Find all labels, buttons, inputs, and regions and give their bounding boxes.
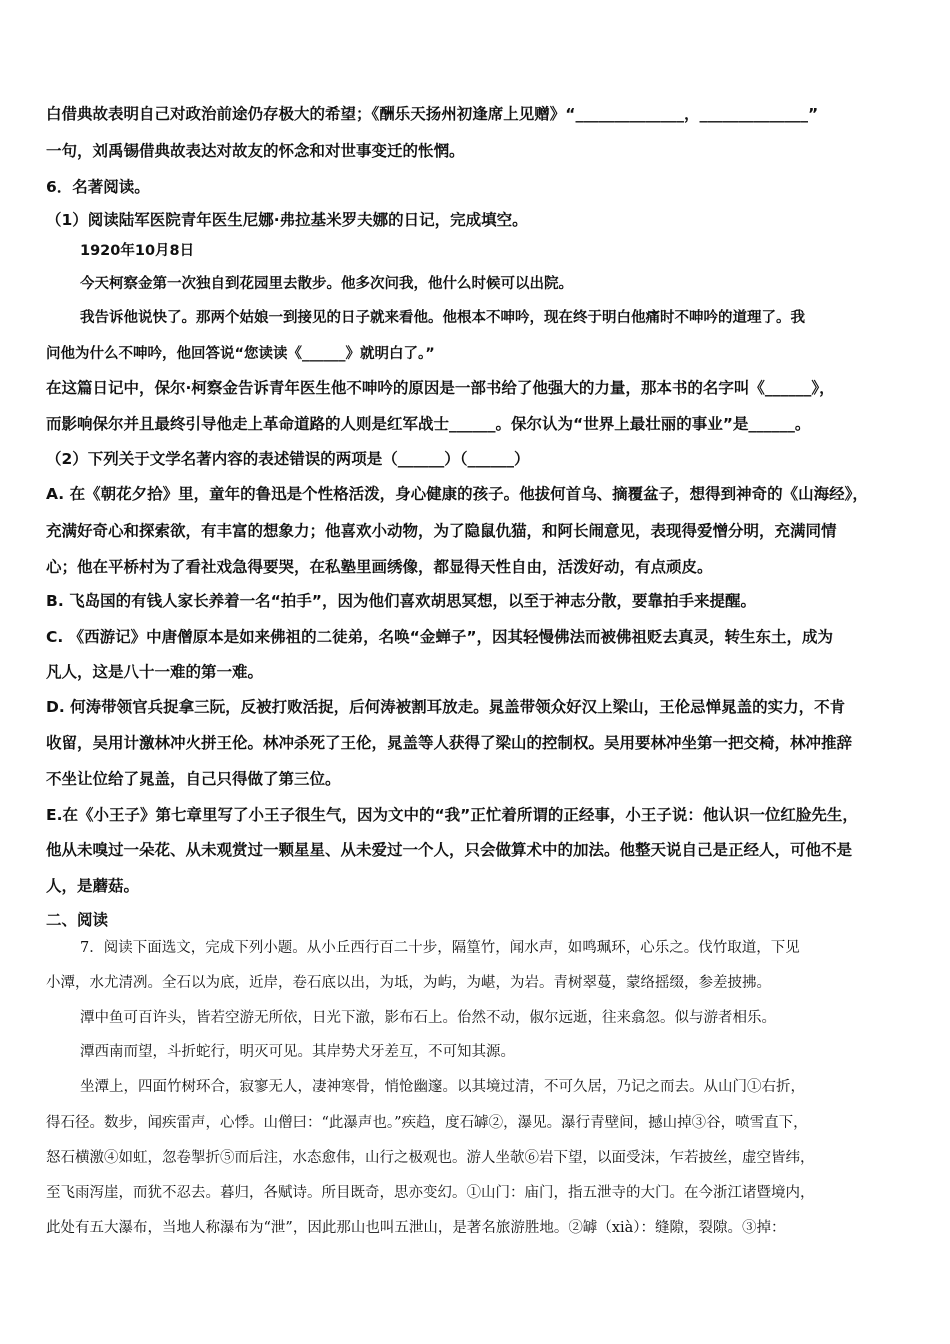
diary-text-line: 今天柯察金第一次独自到花园里去散步。他多次问我，他什么时候可以出院。 xyxy=(80,276,573,292)
text-line: 一句，刘禹锡借典故表达对故友的怀念和对世事变迁的怅惘。 xyxy=(46,142,465,160)
passage-line: 至飞雨泻崖，而犹不忍去。暮归，各赋诗。所目既奇，思亦变幻。①山门：庙门，指五泄寺的大门。在今浙江诸暨境内， xyxy=(46,1185,815,1201)
section-heading: 二、阅读 xyxy=(46,911,109,929)
option-b-line: B. 飞岛国的有钱人家长养着一名“拍手”，因为他们喜欢胡思冥想，以至于神志分散，要靠拍手来提醒。 xyxy=(46,592,756,610)
option-e-line: 人，是蘑菇。 xyxy=(46,877,140,895)
diary-text-line: 问他为什么不呻吟，他回答说“您读读《______》就明白了。” xyxy=(46,346,435,362)
passage-line: 得石径。数步，闻疾雷声，心悸。山僧曰：“此瀑声也。”疾趋，度石罅②，瀑见。瀑行青壁间，撼山掉③谷，喷雪直下， xyxy=(46,1115,808,1131)
option-c-line: 凡人，这是八十一难的第一难。 xyxy=(46,663,264,681)
option-c-line: C. 《西游记》中唐僧原本是如来佛祖的二徒弟，名唤“金蝉子”，因其轻慢佛法而被佛祖贬去真灵，转生东土，成为 xyxy=(46,628,834,646)
diary-text-line: 我告诉他说快了。那两个姑娘一到接见的日子就来看他。他根本不呻吟，现在终于明白他痛时不呻吟的道理了。我 xyxy=(80,310,805,326)
text-line: （1）阅读陆军医院青年医生尼娜·弗拉基米罗夫娜的日记，完成填空。 xyxy=(46,211,528,229)
option-e-line: 他从未嗅过一朵花、从未观赏过一颗星星、从未爱过一个人，只会做算术中的加法。他整天说自己是正经人，可他不是 xyxy=(46,841,853,859)
passage-line: 潭西南而望，斗折蛇行，明灭可见。其岸势犬牙差互，不可知其源。 xyxy=(80,1044,515,1060)
option-a-line: 心；他在平桥村为了看社戏急得要哭，在私塾里画绣像，都显得天性自由，活泼好动，有点顽皮。 xyxy=(46,558,713,576)
option-a-line: A. 在《朝花夕拾》里，童年的鲁迅是个性格活泼，身心健康的孩子。他拔何首乌、摘覆盆子，想得到神奇的《山海经》， xyxy=(46,485,868,503)
option-d-line: 不坐让位给了晁盖，自己只得做了第三位。 xyxy=(46,770,341,788)
text-line: 在这篇日记中，保尔·柯察金告诉青年医生他不呻吟的原因是一部书给了他强大的力量，那本书的名字叫《______》， xyxy=(46,379,835,397)
passage-line: 小潭，水尤清冽。全石以为底，近岸，卷石底以出，为坻，为屿，为嵁，为岩。青树翠蔓，蒙络摇缀，参差披拂。 xyxy=(46,975,771,991)
option-e-line: E.在《小王子》第七章里写了小王子很生气，因为文中的“我”正忙着所谓的正经事，小王子说：他认识一位红脸先生， xyxy=(46,806,858,824)
text-line: 而影响保尔并且最终引导他走上革命道路的人则是红军战士______。保尔认为“世界上最壮丽的事业”是______。 xyxy=(46,415,811,433)
text-line: （2）下列关于文学名著内容的表述错误的两项是（______）（______） xyxy=(46,450,530,468)
option-a-line: 充满好奇心和探索欲，有丰富的想象力；他喜欢小动物，为了隐鼠仇猫，和阿长闹意见，表现得爱憎分明，充满同情 xyxy=(46,522,837,540)
question-6-heading: 6．名著阅读。 xyxy=(46,178,150,196)
passage-line: 坐潭上，四面竹树环合，寂寥无人，凄神寒骨，悄怆幽邃。以其境过清，不可久居，乃记之而去。从山门①右折， xyxy=(80,1079,805,1095)
passage-line: 此处有五大瀑布，当地人称瀑布为“泄”，因此那山也叫五泄山，是著名旅游胜地。②罅（xià）：缝隙，裂隙。③掉： xyxy=(46,1220,786,1236)
passage-line: 潭中鱼可百许头，皆若空游无所依，日光下澈，影布石上。佁然不动，俶尔远逝，往来翕忽。似与游者相乐。 xyxy=(80,1010,776,1026)
option-d-line: 收留，吴用计激林冲火拼王伦。林冲杀死了王伦，晁盖等人获得了梁山的控制权。吴用要林冲坐第一把交椅，林冲推辞 xyxy=(46,734,853,752)
diary-date: 1920年10月8日 xyxy=(80,243,195,259)
option-d-line: D. 何涛带领官兵捉拿三阮，反被打败活捉，后何涛被割耳放走。晁盖带领众好汉上梁山，王伦忌惮晁盖的实力，不肯 xyxy=(46,698,846,716)
passage-line: 怒石横激④如虹，忽卷掣折⑤而后注，水态愈伟，山行之极观也。游人坐欹⑥岩下望，以面受沫，乍若披丝，虚空皆纬， xyxy=(46,1150,815,1166)
text-line: 白借典故表明自己对政治前途仍存极大的希望；《酬乐天扬州初逢席上见赠》“______________，______________” xyxy=(46,105,819,123)
passage-line: 7．阅读下面选文，完成下列小题。从小丘西行百二十步，隔篁竹，闻水声，如鸣珮环，心乐之。伐竹取道，下见 xyxy=(80,940,800,956)
